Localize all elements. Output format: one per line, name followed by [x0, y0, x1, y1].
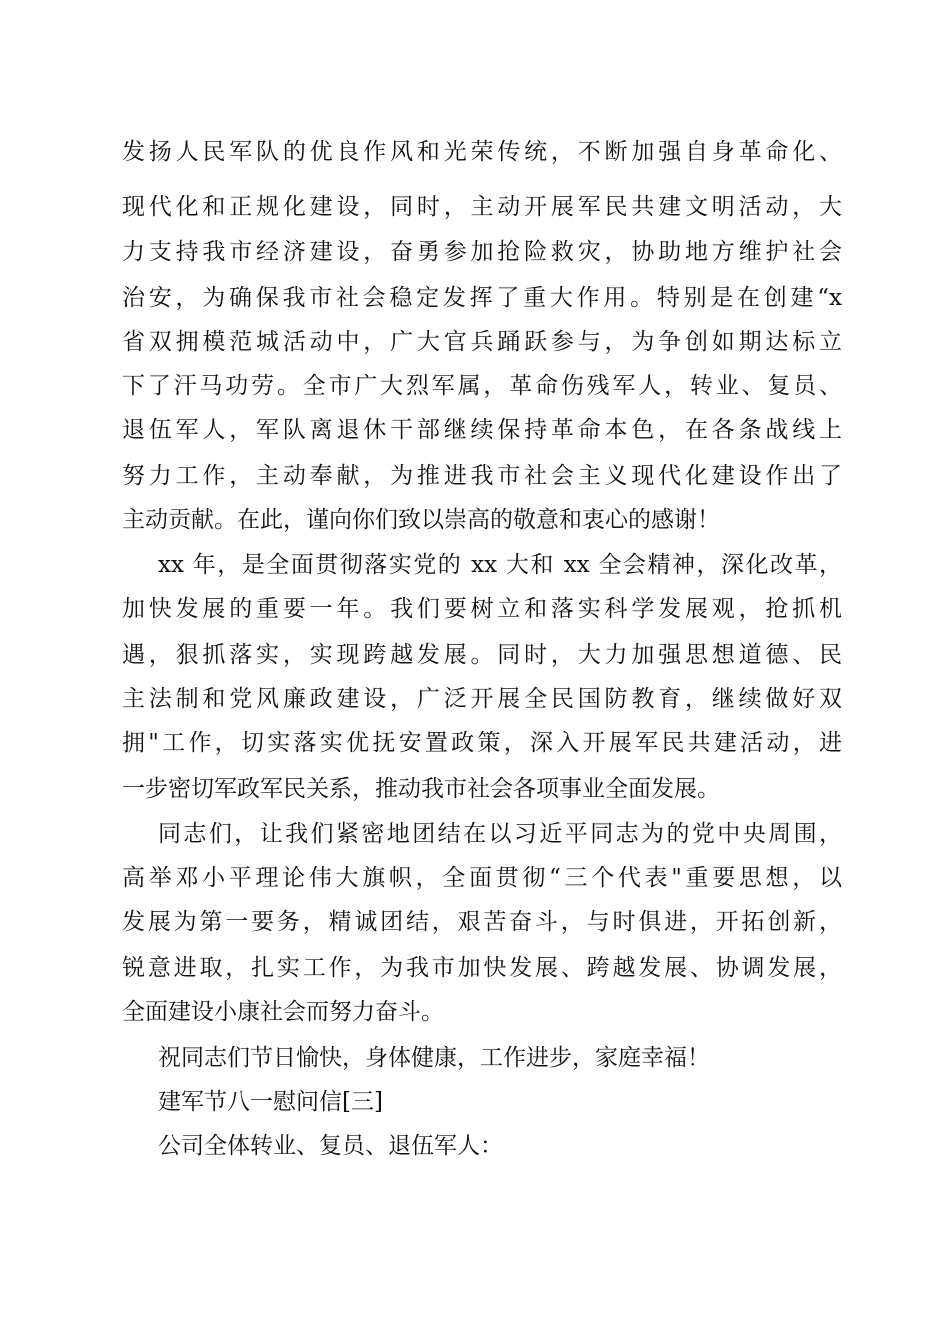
text-line: 遇，狠抓落实，实现跨越发展。同时，大力加强思想道德、民 — [122, 642, 842, 668]
text-line: 主法制和党风廉政建设，广泛开展全民国防教育，继续做好双 — [122, 686, 842, 712]
text-line: 努力工作，主动奉献，为推进我市社会主义现代化建设作出了 — [122, 463, 842, 489]
text-line: 主动贡献。在此，谨向你们致以崇高的敬意和衷心的感谢！ — [122, 507, 720, 533]
text-line: 发展为第一要务，精诚团结，艰苦奋斗，与时俱进，开拓创新， — [122, 909, 842, 935]
paragraph-first-line: 同志们，让我们紧密地团结在以习近平同志为的党中央周围， — [158, 821, 842, 847]
section-heading: 建军节八一慰问信[三] — [158, 1089, 383, 1115]
text-line: 锐意进取，扎实工作，为我市加快发展、跨越发展、协调发展， — [122, 955, 842, 981]
text-line: 加快发展的重要一年。我们要树立和落实科学发展观，抢抓机 — [122, 596, 842, 622]
paragraph-first-line: xx 年，是全面贯彻落实党的 xx 大和 xx 全会精神，深化改革， — [158, 552, 842, 578]
greeting-line: 祝同志们节日愉快，身体健康，工作进步，家庭幸福！ — [158, 1045, 710, 1071]
text-line: 全面建设小康社会而努力奋斗。 — [122, 999, 444, 1025]
text-line: 高举邓小平理论伟大旗帜，全面贯彻“三个代表"重要思想，以 — [122, 865, 842, 891]
text-line: 省双拥模范城活动中，广大官兵踊跃参与，为争创如期达标立 — [122, 329, 842, 355]
salutation-line: 公司全体转业、复员、退伍军人： — [158, 1133, 503, 1159]
text-line: 发扬人民军队的优良作风和光荣传统，不断加强自身革命化、 — [122, 139, 842, 165]
text-line: 退伍军人，军队离退休干部继续保持革命本色，在各条战线上 — [122, 417, 842, 443]
text-line: 拥"工作，切实落实优抚安置政策，深入开展军民共建活动，进 — [122, 730, 842, 756]
text-line: 一步密切军政军民关系，推动我市社会各项事业全面发展。 — [122, 776, 720, 802]
text-line: 下了汗马功劳。全市广大烈军属，革命伤残军人，转业、复员、 — [122, 373, 842, 399]
text-line: 治安，为确保我市社会稳定发挥了重大作用。特别是在创建“x — [122, 285, 842, 311]
text-line: 现代化和正规化建设，同时，主动开展军民共建文明活动，大 — [122, 194, 842, 220]
text-line: 力支持我市经济建设，奋勇参加抢险救灾，协助地方维护社会 — [122, 239, 842, 265]
